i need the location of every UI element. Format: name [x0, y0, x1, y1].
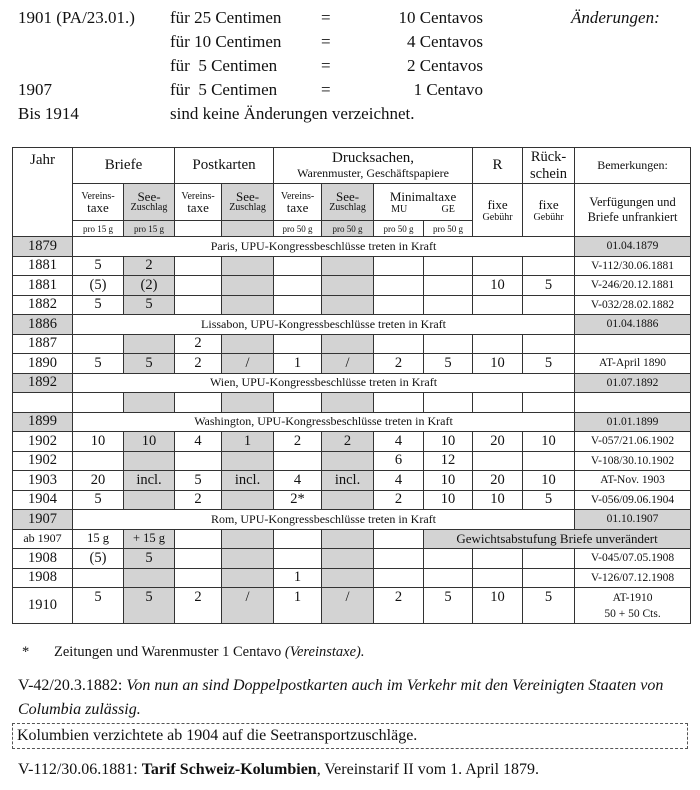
rate-cell: 10	[424, 490, 473, 510]
rate-cell: 5	[424, 588, 473, 624]
rate-cell	[322, 334, 374, 354]
rate-cell: 4	[374, 471, 424, 491]
table-row	[13, 412, 691, 432]
row-remark	[575, 393, 691, 413]
rate-cell	[73, 451, 124, 471]
congress-row: Rom, UPU-Kongressbeschlüsse treten in Kraft	[73, 510, 575, 530]
row-remark: V-246/20.12.1881	[575, 276, 691, 296]
rate-cell	[124, 334, 175, 354]
table-row	[13, 510, 691, 530]
row-year: 1882	[13, 295, 73, 315]
rate-cell: 2	[175, 490, 222, 510]
rate-cell: 2	[322, 432, 374, 452]
row-year: 1886	[13, 315, 73, 335]
rate-cell: 10	[523, 471, 575, 491]
rate-cell: /	[222, 588, 274, 624]
rate-cell	[374, 295, 424, 315]
table-row	[13, 295, 691, 315]
header-equals: =	[321, 56, 331, 75]
rate-cell	[274, 276, 322, 296]
rate-table	[12, 147, 691, 624]
header-equals: =	[321, 32, 331, 51]
rate-cell	[473, 334, 523, 354]
row-remark: 01.07.1892	[575, 373, 691, 393]
rate-cell	[175, 393, 222, 413]
boxed-note: Kolumbien verzichtete ab 1904 auf die Seetransportzuschläge.	[12, 723, 688, 749]
hd-rs-fixe: fixe Gebühr	[523, 184, 575, 237]
rate-cell	[222, 295, 274, 315]
row-year: 1879	[13, 237, 73, 257]
rate-cell: 1	[274, 568, 322, 588]
rate-cell: 2	[175, 588, 222, 624]
row-remark: AT-Nov. 1903	[575, 471, 691, 491]
rate-cell	[124, 393, 175, 413]
rate-cell	[473, 256, 523, 276]
rate-cell	[175, 549, 222, 569]
rate-cell: 2	[374, 490, 424, 510]
rate-cell	[175, 451, 222, 471]
header-note: sind keine Änderungen verzeichnet.	[170, 104, 415, 123]
rate-cell	[175, 529, 222, 549]
rate-cell	[322, 295, 374, 315]
rate-cell	[222, 529, 274, 549]
paragraph-tarif: V-112/30.06.1881: Tarif Schweiz-Kolumbien, Vereinstarif II vom 1. April 1879.	[18, 761, 540, 778]
row-remark: V-057/21.06.1902	[575, 432, 691, 452]
header-line	[18, 6, 688, 30]
hd-unit: pro 50 g	[322, 221, 374, 237]
remark-line: 50 + 50 Cts.	[604, 607, 661, 620]
rate-cell: (5)	[73, 549, 124, 569]
rate-cell: 4	[374, 432, 424, 452]
hd-verfuegungen: Verfügungen und Briefe unfrankiert	[575, 184, 691, 237]
rate-cell	[473, 295, 523, 315]
rate-cell: 10	[473, 354, 523, 374]
header-to: 1 Centavo	[413, 80, 483, 99]
rate-cell	[473, 393, 523, 413]
row-remark: 01.10.1907	[575, 510, 691, 530]
rate-header	[18, 6, 688, 126]
rate-cell	[473, 549, 523, 569]
col-r: R	[473, 148, 523, 184]
row-year: 1890	[13, 354, 73, 374]
rate-cell: 10	[73, 432, 124, 452]
row-year: 1899	[13, 412, 73, 432]
rate-cell	[274, 549, 322, 569]
rate-cell: /	[222, 354, 274, 374]
table-row	[13, 471, 691, 491]
rate-cell	[274, 334, 322, 354]
header-line	[18, 54, 688, 78]
hd-unit: pro 15 g	[124, 221, 175, 237]
rate-cell	[175, 568, 222, 588]
header-from: für 5 Centimen	[170, 80, 278, 99]
rate-cell: 5	[73, 354, 124, 374]
row-remark: AT-April 1890	[575, 354, 691, 374]
rate-cell: 20	[73, 471, 124, 491]
rate-cell: 1	[274, 588, 322, 624]
row-year: ab 1907	[13, 529, 73, 549]
footnote: * Zeitungen und Warenmuster 1 Centavo (Vereinstaxe).	[22, 644, 365, 660]
rate-cell: (2)	[124, 276, 175, 296]
rate-cell	[175, 276, 222, 296]
rate-cell	[322, 256, 374, 276]
table-row	[13, 373, 691, 393]
rate-cell	[124, 451, 175, 471]
rate-cell	[374, 529, 424, 549]
header-to: 10 Centavos	[398, 8, 483, 27]
rate-cell	[374, 276, 424, 296]
rate-cell	[274, 451, 322, 471]
header-line	[18, 30, 688, 54]
rate-cell	[374, 568, 424, 588]
hd-r-fixe: fixe Gebühr	[473, 184, 523, 237]
rate-cell	[222, 393, 274, 413]
rate-cell: 2	[374, 354, 424, 374]
rate-cell: 5	[124, 295, 175, 315]
hd-minimaltaxe: Minimaltaxe MU GE	[374, 184, 473, 221]
rate-cell: 4	[175, 432, 222, 452]
rate-cell	[424, 256, 473, 276]
header-line	[18, 78, 688, 102]
rate-cell	[175, 256, 222, 276]
rate-cell	[274, 529, 322, 549]
rate-cell	[322, 393, 374, 413]
row-remark	[575, 334, 691, 354]
rate-cell: 5	[523, 276, 575, 296]
header-date: 1901 (PA/23.01.)	[18, 8, 135, 27]
row-year: 1892	[13, 373, 73, 393]
rate-cell: 5	[523, 588, 575, 624]
rate-cell	[73, 568, 124, 588]
rate-cell	[523, 451, 575, 471]
row-year: 1902	[13, 432, 73, 452]
hd-pk-vereinstaxe: Vereins- taxe	[175, 184, 222, 221]
row-year: 1907	[13, 510, 73, 530]
row-year: 1887	[13, 334, 73, 354]
header-to: 2 Centavos	[406, 56, 483, 75]
table-row	[13, 334, 691, 354]
header-to: 4 Centavos	[406, 32, 483, 51]
rate-cell	[222, 276, 274, 296]
rate-cell: 12	[424, 451, 473, 471]
rate-cell	[424, 549, 473, 569]
congress-row: Paris, UPU-Kongressbeschlüsse treten in Kraft	[73, 237, 575, 257]
table-row	[13, 276, 691, 296]
rate-cell: 2	[175, 354, 222, 374]
rate-cell: 5	[73, 490, 124, 510]
rate-cell: 10	[424, 432, 473, 452]
rate-cell	[124, 490, 175, 510]
rate-cell	[523, 334, 575, 354]
rate-cell: 5	[424, 354, 473, 374]
hd-unit	[222, 221, 274, 237]
rate-cell: 5	[175, 471, 222, 491]
rate-cell: /	[322, 588, 374, 624]
rate-cell: 5	[124, 354, 175, 374]
table-row	[13, 315, 691, 335]
header-from: für 5 Centimen	[170, 56, 278, 75]
col-jahr: Jahr	[13, 148, 73, 237]
table-row	[13, 529, 691, 549]
hd-unit: pro 15 g	[73, 221, 124, 237]
rate-cell: 5	[523, 490, 575, 510]
rate-cell	[222, 451, 274, 471]
rate-cell: /	[322, 354, 374, 374]
rate-cell: 1	[222, 432, 274, 452]
rate-cell: 2*	[274, 490, 322, 510]
header-date: 1907	[18, 80, 52, 99]
table-row	[13, 354, 691, 374]
table-row	[13, 432, 691, 452]
rate-cell	[523, 568, 575, 588]
table-row	[13, 549, 691, 569]
rate-cell: 5	[73, 588, 124, 624]
rate-cell: 10	[424, 471, 473, 491]
header-changes-label: Änderungen:	[571, 8, 660, 27]
rate-cell	[222, 334, 274, 354]
header-equals: =	[321, 8, 331, 27]
rate-cell	[222, 490, 274, 510]
rate-cell: 15 g	[73, 529, 124, 549]
row-remark: V-056/09.06.1904	[575, 490, 691, 510]
congress-row: Wien, UPU-Kongressbeschlüsse treten in Kraft	[73, 373, 575, 393]
col-drucksachen: Drucksachen, Warenmuster, Geschäftspapiere	[274, 148, 473, 184]
hd-unit: pro 50 g	[374, 221, 424, 237]
rate-cell: 5	[73, 256, 124, 276]
paragraph-doppelpostkarten: V-42/20.3.1882: Von nun an sind Doppelpostkarten auch im Verkehr mit den Vereinigten Staaten von Columbia zulässig.	[18, 677, 664, 718]
table-row	[13, 256, 691, 276]
rate-cell	[73, 334, 124, 354]
rate-cell: 1	[274, 354, 322, 374]
hd-briefe-seezuschlag: See- Zuschlag	[124, 184, 175, 221]
rate-cell: + 15 g	[124, 529, 175, 549]
hd-ds-seezuschlag: See- Zuschlag	[322, 184, 374, 221]
col-bemerkungen: Bemerkungen:	[575, 148, 691, 184]
rate-cell: 2	[175, 334, 222, 354]
rate-cell: 20	[473, 471, 523, 491]
rate-cell	[322, 451, 374, 471]
rate-cell: 2	[124, 256, 175, 276]
row-year: 1902	[13, 451, 73, 471]
header-from: für 25 Centimen	[170, 8, 282, 27]
rate-cell: incl.	[322, 471, 374, 491]
table-row	[13, 237, 691, 257]
rate-cell	[523, 549, 575, 569]
rate-cell: 20	[473, 432, 523, 452]
rate-cell	[175, 295, 222, 315]
rate-cell	[424, 334, 473, 354]
rate-cell	[274, 256, 322, 276]
rate-cell	[473, 568, 523, 588]
table-row	[13, 393, 691, 413]
row-remark: V-126/07.12.1908	[575, 568, 691, 588]
row-remark: 01.04.1879	[575, 237, 691, 257]
hd-unit: pro 50 g	[274, 221, 322, 237]
col-briefe: Briefe	[73, 148, 175, 184]
row-year: 1908	[13, 568, 73, 588]
rate-cell: 10	[473, 490, 523, 510]
rate-cell: 10	[473, 276, 523, 296]
rate-cell	[274, 393, 322, 413]
table-body	[13, 237, 691, 624]
rate-cell: 5	[73, 295, 124, 315]
header-from: für 10 Centimen	[170, 32, 282, 51]
row-remark: V-112/30.06.1881	[575, 256, 691, 276]
rate-cell	[124, 568, 175, 588]
rate-cell	[322, 568, 374, 588]
rate-cell: 10	[473, 588, 523, 624]
row-year: 1881	[13, 256, 73, 276]
hd-unit: pro 50 g	[424, 221, 473, 237]
rate-cell	[473, 451, 523, 471]
header-date: Bis 1914	[18, 104, 79, 123]
rate-cell	[374, 334, 424, 354]
rate-cell	[222, 256, 274, 276]
row-year: 1910	[13, 588, 73, 624]
rate-cell	[523, 393, 575, 413]
rate-cell	[73, 393, 124, 413]
rate-cell: 10	[523, 432, 575, 452]
row-remark: 01.01.1899	[575, 412, 691, 432]
col-postkarten: Postkarten	[175, 148, 274, 184]
row-year: 1904	[13, 490, 73, 510]
remark-line: AT-1910	[612, 591, 653, 604]
rate-cell	[374, 549, 424, 569]
rate-cell: 5	[124, 588, 175, 624]
rate-cell	[322, 529, 374, 549]
hd-ds-vereinstaxe: Vereins- taxe	[274, 184, 322, 221]
table-row	[13, 451, 691, 471]
header-equals: =	[321, 80, 331, 99]
table-header	[13, 148, 691, 237]
congress-row: Lissabon, UPU-Kongressbeschlüsse treten in Kraft	[73, 315, 575, 335]
table-row	[13, 568, 691, 588]
congress-row: Washington, UPU-Kongressbeschlüsse treten in Kraft	[73, 412, 575, 432]
rate-cell	[322, 549, 374, 569]
rate-cell: 10	[124, 432, 175, 452]
rate-cell: 2	[374, 588, 424, 624]
rate-cell	[424, 393, 473, 413]
row-year: 1908	[13, 549, 73, 569]
header-line	[18, 102, 688, 126]
row-remark: V-032/28.02.1882	[575, 295, 691, 315]
rate-cell	[424, 276, 473, 296]
row-remark: V-108/30.10.1902	[575, 451, 691, 471]
hd-unit	[175, 221, 222, 237]
row-year: 1903	[13, 471, 73, 491]
row-remark: 01.04.1886	[575, 315, 691, 335]
rate-cell: 6	[374, 451, 424, 471]
row-remark	[575, 588, 691, 624]
rate-cell	[424, 295, 473, 315]
rate-cell	[424, 568, 473, 588]
rate-cell	[523, 295, 575, 315]
table-row	[13, 490, 691, 510]
rate-cell: 5	[124, 549, 175, 569]
hd-pk-seezuschlag: See- Zuschlag	[222, 184, 274, 221]
rate-cell: 5	[523, 354, 575, 374]
rate-cell	[523, 256, 575, 276]
rate-cell: incl.	[124, 471, 175, 491]
row-remark: V-045/07.05.1908	[575, 549, 691, 569]
row-year: 1881	[13, 276, 73, 296]
col-rueckschein: Rück-schein	[523, 148, 575, 184]
rate-cell	[222, 549, 274, 569]
hd-briefe-vereinstaxe: Vereins- taxe	[73, 184, 124, 221]
rate-cell: (5)	[73, 276, 124, 296]
rate-cell	[322, 276, 374, 296]
rate-cell	[222, 568, 274, 588]
row-year	[13, 393, 73, 413]
rate-cell	[374, 393, 424, 413]
rate-cell	[322, 490, 374, 510]
table-row	[13, 588, 691, 624]
weight-note: Gewichtsabstufung Briefe unverändert	[424, 529, 691, 549]
rate-cell: 4	[274, 471, 322, 491]
rate-cell	[274, 295, 322, 315]
rate-cell	[374, 256, 424, 276]
rate-cell: incl.	[222, 471, 274, 491]
rate-cell: 2	[274, 432, 322, 452]
